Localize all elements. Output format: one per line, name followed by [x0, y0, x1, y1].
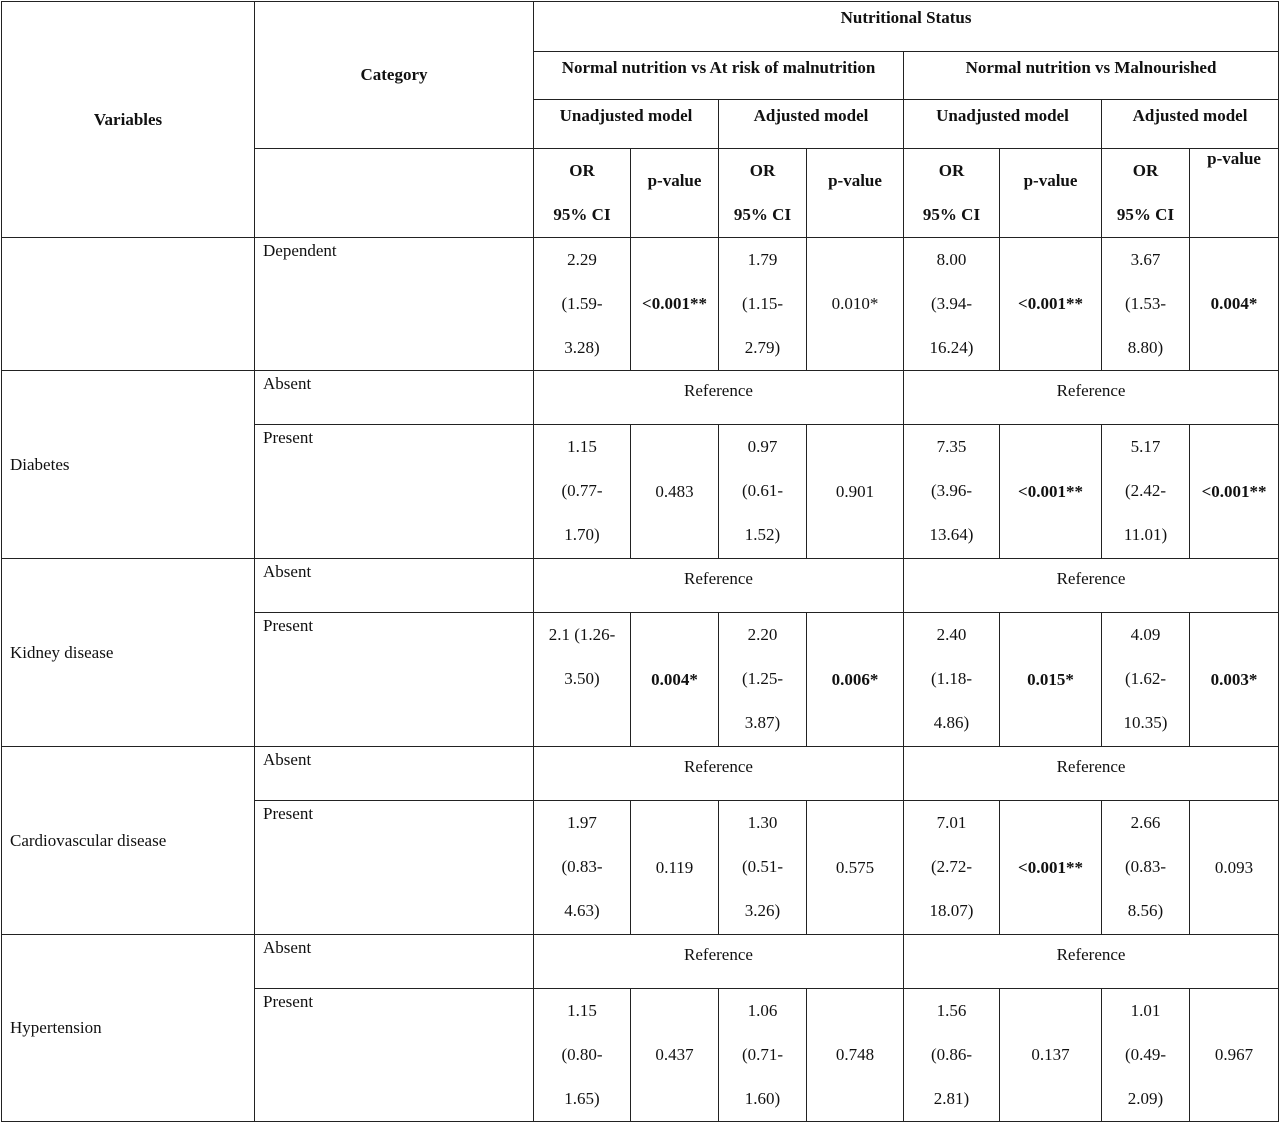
or-ci-cell: 1.01 (0.49- 2.09)	[1102, 989, 1190, 1122]
pvalue-cell: <0.001**	[1000, 425, 1102, 559]
header-pvalue: p-value	[631, 149, 719, 238]
variable-kidney-disease: Kidney disease	[2, 559, 255, 747]
pvalue-cell: 0.006*	[807, 613, 904, 747]
category-present: Present	[255, 425, 534, 559]
pvalue-cell: <0.001**	[1000, 238, 1102, 371]
pvalue-cell: 0.004*	[631, 613, 719, 747]
or-ci-cell: 0.97 (0.61- 1.52)	[719, 425, 807, 559]
header-pvalue: p-value	[807, 149, 904, 238]
pvalue-cell: 0.575	[807, 801, 904, 935]
pvalue-cell: 0.437	[631, 989, 719, 1122]
category-absent: Absent	[255, 371, 534, 425]
table-row	[2, 559, 1279, 613]
pvalue-cell: 0.483	[631, 425, 719, 559]
or-ci-cell: 1.15 (0.80- 1.65)	[534, 989, 631, 1122]
reference-cell: Reference	[534, 747, 904, 801]
header-or-ci: OR 95% CI	[719, 149, 807, 238]
reference-cell: Reference	[534, 371, 904, 425]
header-category-blank	[255, 149, 534, 238]
pvalue-cell: <0.001**	[1000, 801, 1102, 935]
header-g1-unadjusted: Unadjusted model	[534, 100, 719, 149]
or-ci-cell: 3.67 (1.53- 8.80)	[1102, 238, 1190, 371]
variable-cardiovascular-disease: Cardiovascular disease	[2, 747, 255, 935]
header-g1-adjusted: Adjusted model	[719, 100, 904, 149]
pvalue-cell: 0.137	[1000, 989, 1102, 1122]
or-ci-cell: 2.1 (1.26- 3.50)	[534, 613, 631, 747]
category-present: Present	[255, 989, 534, 1122]
header-g2-unadjusted: Unadjusted model	[904, 100, 1102, 149]
category-absent: Absent	[255, 747, 534, 801]
pvalue-cell: 0.004*	[1190, 238, 1279, 371]
category-absent: Absent	[255, 935, 534, 989]
pvalue-cell: <0.001**	[1190, 425, 1279, 559]
or-ci-cell: 4.09 (1.62- 10.35)	[1102, 613, 1190, 747]
table-row	[2, 371, 1279, 425]
category-present: Present	[255, 613, 534, 747]
or-ci-cell: 5.17 (2.42- 11.01)	[1102, 425, 1190, 559]
or-ci-cell: 7.01 (2.72- 18.07)	[904, 801, 1000, 935]
header-pvalue: p-value	[1000, 149, 1102, 238]
or-ci-cell: 1.15 (0.77- 1.70)	[534, 425, 631, 559]
reference-cell: Reference	[534, 559, 904, 613]
table-row	[2, 747, 1279, 801]
category-absent: Absent	[255, 559, 534, 613]
pvalue-cell: 0.119	[631, 801, 719, 935]
results-table	[1, 1, 1279, 1122]
table-row	[2, 935, 1279, 989]
header-group-malnourished: Normal nutrition vs Malnourished	[904, 52, 1279, 100]
reference-cell: Reference	[904, 559, 1279, 613]
pvalue-cell: <0.001**	[631, 238, 719, 371]
pvalue-cell: 0.093	[1190, 801, 1279, 935]
header-category: Category	[255, 2, 534, 149]
or-ci-cell: 2.66 (0.83- 8.56)	[1102, 801, 1190, 935]
pvalue-cell: 0.748	[807, 989, 904, 1122]
pvalue-cell: 0.015*	[1000, 613, 1102, 747]
pvalue-cell: 0.010*	[807, 238, 904, 371]
variable-hypertension: Hypertension	[2, 935, 255, 1122]
pvalue-cell: 0.901	[807, 425, 904, 559]
header-g2-adjusted: Adjusted model	[1102, 100, 1279, 149]
header-group-at-risk: Normal nutrition vs At risk of malnutrition	[534, 52, 904, 100]
pvalue-cell: 0.003*	[1190, 613, 1279, 747]
or-ci-cell: 1.06 (0.71- 1.60)	[719, 989, 807, 1122]
header-or-ci: OR 95% CI	[1102, 149, 1190, 238]
header-or-ci: OR 95% CI	[534, 149, 631, 238]
variable-diabetes: Diabetes	[2, 371, 255, 559]
or-ci-cell: 1.30 (0.51- 3.26)	[719, 801, 807, 935]
header-or-ci: OR 95% CI	[904, 149, 1000, 238]
category-present: Present	[255, 801, 534, 935]
header-variables: Variables	[2, 2, 255, 238]
reference-cell: Reference	[904, 371, 1279, 425]
header-nutritional-status: Nutritional Status	[534, 2, 1279, 52]
or-ci-cell: 2.29 (1.59- 3.28)	[534, 238, 631, 371]
reference-cell: Reference	[904, 935, 1279, 989]
pvalue-cell: 0.967	[1190, 989, 1279, 1122]
or-ci-cell: 1.97 (0.83- 4.63)	[534, 801, 631, 935]
or-ci-cell: 1.56 (0.86- 2.81)	[904, 989, 1000, 1122]
or-ci-cell: 2.40 (1.18- 4.86)	[904, 613, 1000, 747]
category-dependent: Dependent	[255, 238, 534, 371]
or-ci-cell: 8.00 (3.94- 16.24)	[904, 238, 1000, 371]
or-ci-cell: 7.35 (3.96- 13.64)	[904, 425, 1000, 559]
or-ci-cell: 2.20 (1.25- 3.87)	[719, 613, 807, 747]
reference-cell: Reference	[904, 747, 1279, 801]
variable-cell-blank	[2, 238, 255, 371]
table-row	[2, 238, 1279, 371]
or-ci-cell: 1.79 (1.15- 2.79)	[719, 238, 807, 371]
reference-cell: Reference	[534, 935, 904, 989]
header-pvalue: p-value	[1190, 149, 1279, 238]
